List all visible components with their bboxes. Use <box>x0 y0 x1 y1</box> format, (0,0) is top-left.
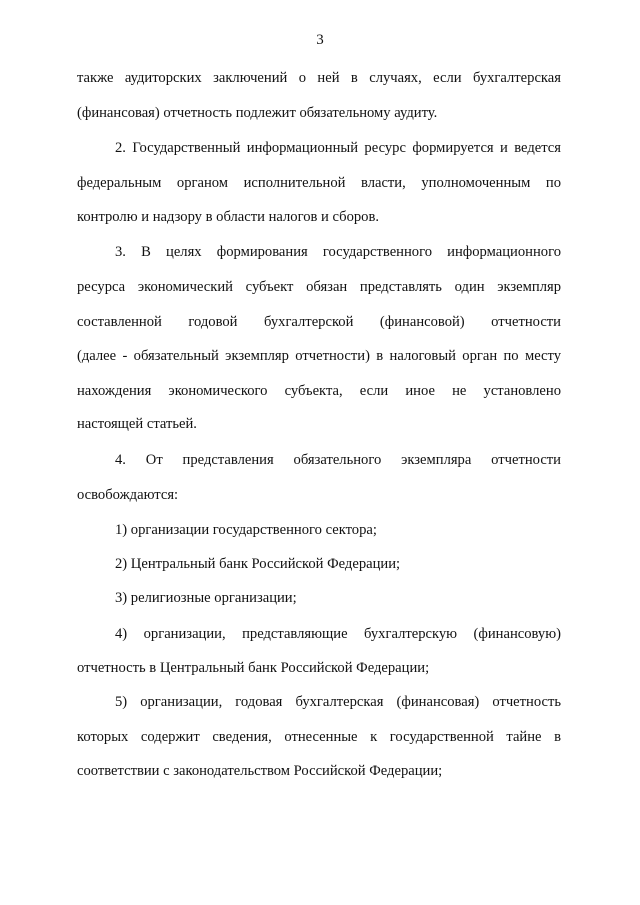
text-line: федеральным органом исполнительной власти, уполномоченным по <box>77 175 561 191</box>
text-line: (финансовая) отчетность подлежит обязательному аудиту. <box>77 105 438 121</box>
paragraph-4-start: 4. От представления обязательного экземпляра отчетности <box>115 452 561 468</box>
list-item-1: 1) организации государственного сектора; <box>115 522 377 538</box>
text-line: освобождаются: <box>77 487 179 503</box>
paragraph-3-start: 3. В целях формирования государственного информационного <box>115 244 561 260</box>
text-line: которых содержит сведения, отнесенные к государственной тайне в <box>77 729 561 745</box>
list-item-4: 4) организации, представляющие бухгалтерскую (финансовую) <box>115 626 561 642</box>
text-line: также аудиторских заключений о ней в случаях, если бухгалтерская <box>77 70 561 86</box>
text-line: контролю и надзору в области налогов и сборов. <box>77 209 380 225</box>
text-line: нахождения экономического субъекта, если иное не установлено <box>77 383 561 399</box>
text-line: ресурса экономический субъект обязан представлять один экземпляр <box>77 279 561 295</box>
paragraph-2-start: 2. Государственный информационный ресурс формируется и ведется <box>115 140 561 156</box>
text-line: соответствии с законодательством Российской Федерации; <box>77 763 443 779</box>
list-item-2: 2) Центральный банк Российской Федерации; <box>115 556 401 572</box>
text-line: настоящей статьей. <box>77 416 197 432</box>
page-number: 3 <box>316 32 324 48</box>
text-line: отчетность в Центральный банк Российской Федерации; <box>77 660 430 676</box>
list-item-5: 5) организации, годовая бухгалтерская (финансовая) отчетность <box>115 694 561 710</box>
list-item-3: 3) религиозные организации; <box>115 590 297 606</box>
text-line: (далее - обязательный экземпляр отчетности) в налоговый орган по месту <box>77 348 561 364</box>
text-line: составленной годовой бухгалтерской (финансовой) отчетности <box>77 314 561 330</box>
